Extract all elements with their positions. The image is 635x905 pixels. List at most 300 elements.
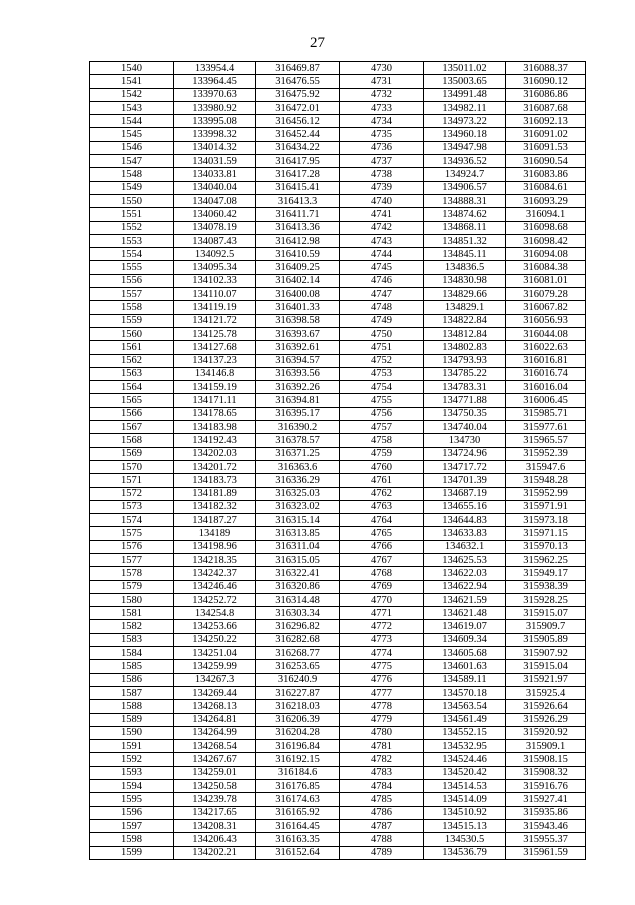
y-coordinate-right-cell: 315970.13 <box>506 540 586 553</box>
table-row <box>90 846 586 859</box>
y-coordinate-left-cell: 316196.84 <box>256 740 340 753</box>
point-number-left-cell: 1543 <box>90 101 174 114</box>
table-row <box>90 567 586 580</box>
table-row <box>90 274 586 287</box>
x-coordinate-right-cell: 134524.46 <box>424 753 506 766</box>
y-coordinate-right-cell: 316016.04 <box>506 381 586 394</box>
x-coordinate-right-cell: 134829.66 <box>424 288 506 301</box>
point-number-right-cell: 4747 <box>340 288 424 301</box>
point-number-right-cell: 4782 <box>340 753 424 766</box>
point-number-left-cell: 1545 <box>90 128 174 141</box>
x-coordinate-left-cell: 133995.08 <box>174 115 256 128</box>
y-coordinate-right-cell: 316084.61 <box>506 181 586 194</box>
point-number-left-cell: 1576 <box>90 540 174 553</box>
point-number-left-cell: 1558 <box>90 301 174 314</box>
y-coordinate-left-cell: 316476.55 <box>256 75 340 88</box>
point-number-left-cell: 1564 <box>90 381 174 394</box>
y-coordinate-left-cell: 316411.71 <box>256 208 340 221</box>
y-coordinate-left-cell: 316394.57 <box>256 354 340 367</box>
x-coordinate-left-cell: 134146.8 <box>174 367 256 380</box>
y-coordinate-right-cell: 315916.76 <box>506 780 586 793</box>
y-coordinate-right-cell: 315949.17 <box>506 567 586 580</box>
x-coordinate-right-cell: 134622.03 <box>424 567 506 580</box>
point-number-left-cell: 1556 <box>90 274 174 287</box>
point-number-right-cell: 4755 <box>340 394 424 407</box>
table-row <box>90 141 586 154</box>
x-coordinate-left-cell: 134250.58 <box>174 780 256 793</box>
table-row <box>90 194 586 207</box>
point-number-left-cell: 1547 <box>90 155 174 168</box>
y-coordinate-left-cell: 316456.12 <box>256 115 340 128</box>
y-coordinate-right-cell: 315947.6 <box>506 460 586 473</box>
y-coordinate-right-cell: 316056.93 <box>506 314 586 327</box>
x-coordinate-left-cell: 134121.72 <box>174 314 256 327</box>
y-coordinate-right-cell: 315905.89 <box>506 633 586 646</box>
table-row <box>90 248 586 261</box>
y-coordinate-left-cell: 316296.82 <box>256 620 340 633</box>
point-number-right-cell: 4786 <box>340 806 424 819</box>
point-number-right-cell: 4780 <box>340 726 424 739</box>
y-coordinate-right-cell: 316081.01 <box>506 274 586 287</box>
point-number-right-cell: 4745 <box>340 261 424 274</box>
point-number-right-cell: 4765 <box>340 527 424 540</box>
point-number-right-cell: 4739 <box>340 181 424 194</box>
table-row <box>90 341 586 354</box>
point-number-right-cell: 4751 <box>340 341 424 354</box>
x-coordinate-left-cell: 134127.68 <box>174 341 256 354</box>
table-row <box>90 753 586 766</box>
y-coordinate-right-cell: 315973.18 <box>506 514 586 527</box>
point-number-right-cell: 4748 <box>340 301 424 314</box>
x-coordinate-left-cell: 134239.78 <box>174 793 256 806</box>
point-number-left-cell: 1591 <box>90 740 174 753</box>
point-number-left-cell: 1575 <box>90 527 174 540</box>
table-row <box>90 620 586 633</box>
x-coordinate-right-cell: 134589.11 <box>424 673 506 686</box>
point-number-right-cell: 4764 <box>340 514 424 527</box>
x-coordinate-left-cell: 134187.27 <box>174 514 256 527</box>
x-coordinate-right-cell: 134771.88 <box>424 394 506 407</box>
y-coordinate-left-cell: 316390.2 <box>256 421 340 434</box>
point-number-left-cell: 1592 <box>90 753 174 766</box>
table-row <box>90 128 586 141</box>
y-coordinate-left-cell: 316268.77 <box>256 647 340 660</box>
y-coordinate-left-cell: 316410.59 <box>256 248 340 261</box>
y-coordinate-left-cell: 316163.35 <box>256 833 340 846</box>
point-number-left-cell: 1557 <box>90 288 174 301</box>
y-coordinate-left-cell: 316401.33 <box>256 301 340 314</box>
point-number-left-cell: 1560 <box>90 327 174 340</box>
x-coordinate-left-cell: 134110.07 <box>174 288 256 301</box>
point-number-right-cell: 4788 <box>340 833 424 846</box>
y-coordinate-right-cell: 315971.15 <box>506 527 586 540</box>
y-coordinate-left-cell: 316320.86 <box>256 580 340 593</box>
table-row <box>90 673 586 686</box>
x-coordinate-right-cell: 134619.07 <box>424 620 506 633</box>
table-row <box>90 553 586 566</box>
x-coordinate-right-cell: 134514.53 <box>424 780 506 793</box>
table-row <box>90 301 586 314</box>
x-coordinate-left-cell: 134031.59 <box>174 155 256 168</box>
y-coordinate-right-cell: 315921.97 <box>506 673 586 686</box>
x-coordinate-left-cell: 134040.04 <box>174 181 256 194</box>
point-number-right-cell: 4789 <box>340 846 424 859</box>
y-coordinate-right-cell: 316094.1 <box>506 208 586 221</box>
x-coordinate-left-cell: 134078.19 <box>174 221 256 234</box>
point-number-left-cell: 1572 <box>90 487 174 500</box>
x-coordinate-right-cell: 134530.5 <box>424 833 506 846</box>
x-coordinate-right-cell: 134851.32 <box>424 234 506 247</box>
point-number-right-cell: 4735 <box>340 128 424 141</box>
table-row <box>90 833 586 846</box>
point-number-left-cell: 1581 <box>90 607 174 620</box>
table-row <box>90 221 586 234</box>
point-number-left-cell: 1540 <box>90 62 174 75</box>
y-coordinate-left-cell: 316393.67 <box>256 327 340 340</box>
y-coordinate-left-cell: 316311.04 <box>256 540 340 553</box>
point-number-right-cell: 4741 <box>340 208 424 221</box>
x-coordinate-left-cell: 134259.01 <box>174 766 256 779</box>
point-number-right-cell: 4772 <box>340 620 424 633</box>
point-number-left-cell: 1562 <box>90 354 174 367</box>
y-coordinate-right-cell: 315926.29 <box>506 713 586 726</box>
table-row <box>90 633 586 646</box>
x-coordinate-left-cell: 134137.23 <box>174 354 256 367</box>
y-coordinate-left-cell: 316336.29 <box>256 474 340 487</box>
table-row <box>90 700 586 713</box>
x-coordinate-right-cell: 134687.19 <box>424 487 506 500</box>
x-coordinate-left-cell: 134125.78 <box>174 327 256 340</box>
point-number-right-cell: 4773 <box>340 633 424 646</box>
table-row <box>90 540 586 553</box>
y-coordinate-right-cell: 315943.46 <box>506 819 586 832</box>
y-coordinate-right-cell: 315908.15 <box>506 753 586 766</box>
x-coordinate-right-cell: 134982.11 <box>424 101 506 114</box>
x-coordinate-right-cell: 134622.94 <box>424 580 506 593</box>
y-coordinate-right-cell: 315965.57 <box>506 434 586 447</box>
point-number-right-cell: 4787 <box>340 819 424 832</box>
point-number-right-cell: 4758 <box>340 434 424 447</box>
point-number-left-cell: 1595 <box>90 793 174 806</box>
point-number-left-cell: 1541 <box>90 75 174 88</box>
x-coordinate-right-cell: 134570.18 <box>424 686 506 699</box>
x-coordinate-left-cell: 134208.31 <box>174 819 256 832</box>
page-number: 27 <box>310 35 325 51</box>
x-coordinate-right-cell: 134724.96 <box>424 447 506 460</box>
x-coordinate-right-cell: 134552.15 <box>424 726 506 739</box>
y-coordinate-right-cell: 316091.53 <box>506 141 586 154</box>
point-number-right-cell: 4762 <box>340 487 424 500</box>
y-coordinate-left-cell: 316393.56 <box>256 367 340 380</box>
point-number-left-cell: 1548 <box>90 168 174 181</box>
y-coordinate-right-cell: 315926.64 <box>506 700 586 713</box>
y-coordinate-left-cell: 316322.41 <box>256 567 340 580</box>
x-coordinate-left-cell: 134250.22 <box>174 633 256 646</box>
x-coordinate-right-cell: 134822.84 <box>424 314 506 327</box>
x-coordinate-left-cell: 134264.81 <box>174 713 256 726</box>
x-coordinate-left-cell: 133970.63 <box>174 88 256 101</box>
point-number-right-cell: 4737 <box>340 155 424 168</box>
table-row <box>90 593 586 606</box>
y-coordinate-left-cell: 316303.34 <box>256 607 340 620</box>
x-coordinate-left-cell: 134060.42 <box>174 208 256 221</box>
y-coordinate-left-cell: 316475.92 <box>256 88 340 101</box>
y-coordinate-right-cell: 316083.86 <box>506 168 586 181</box>
table-row <box>90 487 586 500</box>
x-coordinate-right-cell: 134644.83 <box>424 514 506 527</box>
point-number-right-cell: 4733 <box>340 101 424 114</box>
x-coordinate-left-cell: 134183.98 <box>174 421 256 434</box>
point-number-right-cell: 4759 <box>340 447 424 460</box>
table-row <box>90 75 586 88</box>
x-coordinate-right-cell: 134510.92 <box>424 806 506 819</box>
x-coordinate-right-cell: 134936.52 <box>424 155 506 168</box>
x-coordinate-right-cell: 134730 <box>424 434 506 447</box>
x-coordinate-left-cell: 134092.5 <box>174 248 256 261</box>
y-coordinate-right-cell: 316086.86 <box>506 88 586 101</box>
y-coordinate-right-cell: 316016.81 <box>506 354 586 367</box>
x-coordinate-right-cell: 134514.09 <box>424 793 506 806</box>
point-number-left-cell: 1573 <box>90 500 174 513</box>
point-number-left-cell: 1571 <box>90 474 174 487</box>
y-coordinate-right-cell: 316098.68 <box>506 221 586 234</box>
y-coordinate-left-cell: 316363.6 <box>256 460 340 473</box>
point-number-right-cell: 4777 <box>340 686 424 699</box>
y-coordinate-right-cell: 315952.39 <box>506 447 586 460</box>
x-coordinate-right-cell: 134947.98 <box>424 141 506 154</box>
table-row <box>90 474 586 487</box>
point-number-left-cell: 1596 <box>90 806 174 819</box>
point-number-left-cell: 1597 <box>90 819 174 832</box>
point-number-right-cell: 4754 <box>340 381 424 394</box>
x-coordinate-right-cell: 134655.16 <box>424 500 506 513</box>
y-coordinate-left-cell: 316394.81 <box>256 394 340 407</box>
table-row <box>90 647 586 660</box>
y-coordinate-right-cell: 315908.32 <box>506 766 586 779</box>
table-row <box>90 168 586 181</box>
y-coordinate-left-cell: 316218.03 <box>256 700 340 713</box>
y-coordinate-right-cell: 315925.4 <box>506 686 586 699</box>
x-coordinate-left-cell: 134202.03 <box>174 447 256 460</box>
x-coordinate-right-cell: 134793.93 <box>424 354 506 367</box>
table-row <box>90 460 586 473</box>
point-number-right-cell: 4779 <box>340 713 424 726</box>
y-coordinate-right-cell: 315955.37 <box>506 833 586 846</box>
y-coordinate-right-cell: 315915.07 <box>506 607 586 620</box>
y-coordinate-left-cell: 316282.68 <box>256 633 340 646</box>
x-coordinate-left-cell: 134206.43 <box>174 833 256 846</box>
table-row <box>90 261 586 274</box>
x-coordinate-left-cell: 134254.8 <box>174 607 256 620</box>
point-number-right-cell: 4783 <box>340 766 424 779</box>
y-coordinate-left-cell: 316398.58 <box>256 314 340 327</box>
y-coordinate-left-cell: 316400.08 <box>256 288 340 301</box>
x-coordinate-left-cell: 134252.72 <box>174 593 256 606</box>
point-number-right-cell: 4753 <box>340 367 424 380</box>
y-coordinate-left-cell: 316227.87 <box>256 686 340 699</box>
point-number-left-cell: 1585 <box>90 660 174 673</box>
x-coordinate-left-cell: 134159.19 <box>174 381 256 394</box>
point-number-left-cell: 1574 <box>90 514 174 527</box>
point-number-left-cell: 1566 <box>90 407 174 420</box>
point-number-right-cell: 4744 <box>340 248 424 261</box>
y-coordinate-right-cell: 315985.71 <box>506 407 586 420</box>
point-number-right-cell: 4778 <box>340 700 424 713</box>
x-coordinate-left-cell: 134192.43 <box>174 434 256 447</box>
y-coordinate-left-cell: 316206.39 <box>256 713 340 726</box>
table-row <box>90 660 586 673</box>
y-coordinate-left-cell: 316184.6 <box>256 766 340 779</box>
point-number-left-cell: 1550 <box>90 194 174 207</box>
x-coordinate-left-cell: 134033.81 <box>174 168 256 181</box>
y-coordinate-left-cell: 316240.9 <box>256 673 340 686</box>
point-number-right-cell: 4768 <box>340 567 424 580</box>
x-coordinate-right-cell: 134625.53 <box>424 553 506 566</box>
point-number-right-cell: 4730 <box>340 62 424 75</box>
point-number-left-cell: 1542 <box>90 88 174 101</box>
x-coordinate-right-cell: 134845.11 <box>424 248 506 261</box>
point-number-right-cell: 4749 <box>340 314 424 327</box>
x-coordinate-right-cell: 134783.31 <box>424 381 506 394</box>
table-row <box>90 181 586 194</box>
table-row <box>90 88 586 101</box>
point-number-right-cell: 4767 <box>340 553 424 566</box>
point-number-left-cell: 1567 <box>90 421 174 434</box>
point-number-right-cell: 4750 <box>340 327 424 340</box>
x-coordinate-left-cell: 134171.11 <box>174 394 256 407</box>
y-coordinate-right-cell: 316088.37 <box>506 62 586 75</box>
x-coordinate-right-cell: 135003.65 <box>424 75 506 88</box>
x-coordinate-right-cell: 134812.84 <box>424 327 506 340</box>
point-number-right-cell: 4763 <box>340 500 424 513</box>
table-row <box>90 434 586 447</box>
point-number-right-cell: 4781 <box>340 740 424 753</box>
x-coordinate-left-cell: 134268.54 <box>174 740 256 753</box>
x-coordinate-right-cell: 134991.48 <box>424 88 506 101</box>
x-coordinate-right-cell: 134830.98 <box>424 274 506 287</box>
point-number-left-cell: 1579 <box>90 580 174 593</box>
y-coordinate-left-cell: 316395.17 <box>256 407 340 420</box>
point-number-left-cell: 1551 <box>90 208 174 221</box>
point-number-right-cell: 4743 <box>340 234 424 247</box>
point-number-left-cell: 1588 <box>90 700 174 713</box>
y-coordinate-right-cell: 316090.54 <box>506 155 586 168</box>
y-coordinate-left-cell: 316204.28 <box>256 726 340 739</box>
y-coordinate-right-cell: 315907.92 <box>506 647 586 660</box>
x-coordinate-left-cell: 134198.96 <box>174 540 256 553</box>
x-coordinate-right-cell: 134515.13 <box>424 819 506 832</box>
table-row <box>90 686 586 699</box>
coordinates-table <box>89 61 586 860</box>
y-coordinate-right-cell: 316094.08 <box>506 248 586 261</box>
y-coordinate-left-cell: 316165.92 <box>256 806 340 819</box>
table-row <box>90 394 586 407</box>
y-coordinate-left-cell: 316417.28 <box>256 168 340 181</box>
table-row <box>90 101 586 114</box>
table-row <box>90 421 586 434</box>
point-number-left-cell: 1583 <box>90 633 174 646</box>
table-row <box>90 607 586 620</box>
y-coordinate-right-cell: 316091.02 <box>506 128 586 141</box>
y-coordinate-left-cell: 316323.02 <box>256 500 340 513</box>
point-number-right-cell: 4785 <box>340 793 424 806</box>
coordinates-table-body <box>90 62 586 860</box>
x-coordinate-right-cell: 134609.34 <box>424 633 506 646</box>
table-row <box>90 580 586 593</box>
y-coordinate-left-cell: 316413.3 <box>256 194 340 207</box>
y-coordinate-right-cell: 315928.25 <box>506 593 586 606</box>
y-coordinate-right-cell: 315962.25 <box>506 553 586 566</box>
x-coordinate-right-cell: 134888.31 <box>424 194 506 207</box>
y-coordinate-left-cell: 316402.14 <box>256 274 340 287</box>
x-coordinate-left-cell: 134014.32 <box>174 141 256 154</box>
x-coordinate-left-cell: 133964.45 <box>174 75 256 88</box>
y-coordinate-left-cell: 316314.48 <box>256 593 340 606</box>
point-number-right-cell: 4732 <box>340 88 424 101</box>
x-coordinate-right-cell: 134621.59 <box>424 593 506 606</box>
point-number-left-cell: 1577 <box>90 553 174 566</box>
point-number-left-cell: 1561 <box>90 341 174 354</box>
x-coordinate-left-cell: 134218.35 <box>174 553 256 566</box>
x-coordinate-left-cell: 134264.99 <box>174 726 256 739</box>
x-coordinate-left-cell: 134189 <box>174 527 256 540</box>
point-number-right-cell: 4757 <box>340 421 424 434</box>
x-coordinate-right-cell: 134829.1 <box>424 301 506 314</box>
x-coordinate-left-cell: 134246.46 <box>174 580 256 593</box>
table-row <box>90 740 586 753</box>
y-coordinate-right-cell: 316092.13 <box>506 115 586 128</box>
point-number-left-cell: 1570 <box>90 460 174 473</box>
table-row <box>90 514 586 527</box>
x-coordinate-right-cell: 134520.42 <box>424 766 506 779</box>
x-coordinate-right-cell: 134906.57 <box>424 181 506 194</box>
point-number-left-cell: 1580 <box>90 593 174 606</box>
point-number-left-cell: 1599 <box>90 846 174 859</box>
point-number-right-cell: 4775 <box>340 660 424 673</box>
point-number-right-cell: 4734 <box>340 115 424 128</box>
x-coordinate-left-cell: 134047.08 <box>174 194 256 207</box>
point-number-right-cell: 4760 <box>340 460 424 473</box>
y-coordinate-right-cell: 315961.59 <box>506 846 586 859</box>
point-number-right-cell: 4738 <box>340 168 424 181</box>
point-number-left-cell: 1555 <box>90 261 174 274</box>
y-coordinate-left-cell: 316192.15 <box>256 753 340 766</box>
y-coordinate-right-cell: 315935.86 <box>506 806 586 819</box>
point-number-left-cell: 1582 <box>90 620 174 633</box>
y-coordinate-right-cell: 316079.28 <box>506 288 586 301</box>
y-coordinate-right-cell: 315909.7 <box>506 620 586 633</box>
x-coordinate-left-cell: 134201.72 <box>174 460 256 473</box>
y-coordinate-left-cell: 316415.41 <box>256 181 340 194</box>
y-coordinate-right-cell: 316087.68 <box>506 101 586 114</box>
x-coordinate-right-cell: 134717.72 <box>424 460 506 473</box>
x-coordinate-left-cell: 134102.33 <box>174 274 256 287</box>
point-number-left-cell: 1593 <box>90 766 174 779</box>
x-coordinate-left-cell: 134251.04 <box>174 647 256 660</box>
table-row <box>90 793 586 806</box>
y-coordinate-left-cell: 316452.44 <box>256 128 340 141</box>
x-coordinate-left-cell: 134178.65 <box>174 407 256 420</box>
table-row <box>90 288 586 301</box>
y-coordinate-left-cell: 316313.85 <box>256 527 340 540</box>
x-coordinate-right-cell: 134536.79 <box>424 846 506 859</box>
point-number-left-cell: 1553 <box>90 234 174 247</box>
x-coordinate-right-cell: 134874.62 <box>424 208 506 221</box>
point-number-right-cell: 4742 <box>340 221 424 234</box>
y-coordinate-right-cell: 315952.99 <box>506 487 586 500</box>
y-coordinate-left-cell: 316392.26 <box>256 381 340 394</box>
point-number-right-cell: 4752 <box>340 354 424 367</box>
